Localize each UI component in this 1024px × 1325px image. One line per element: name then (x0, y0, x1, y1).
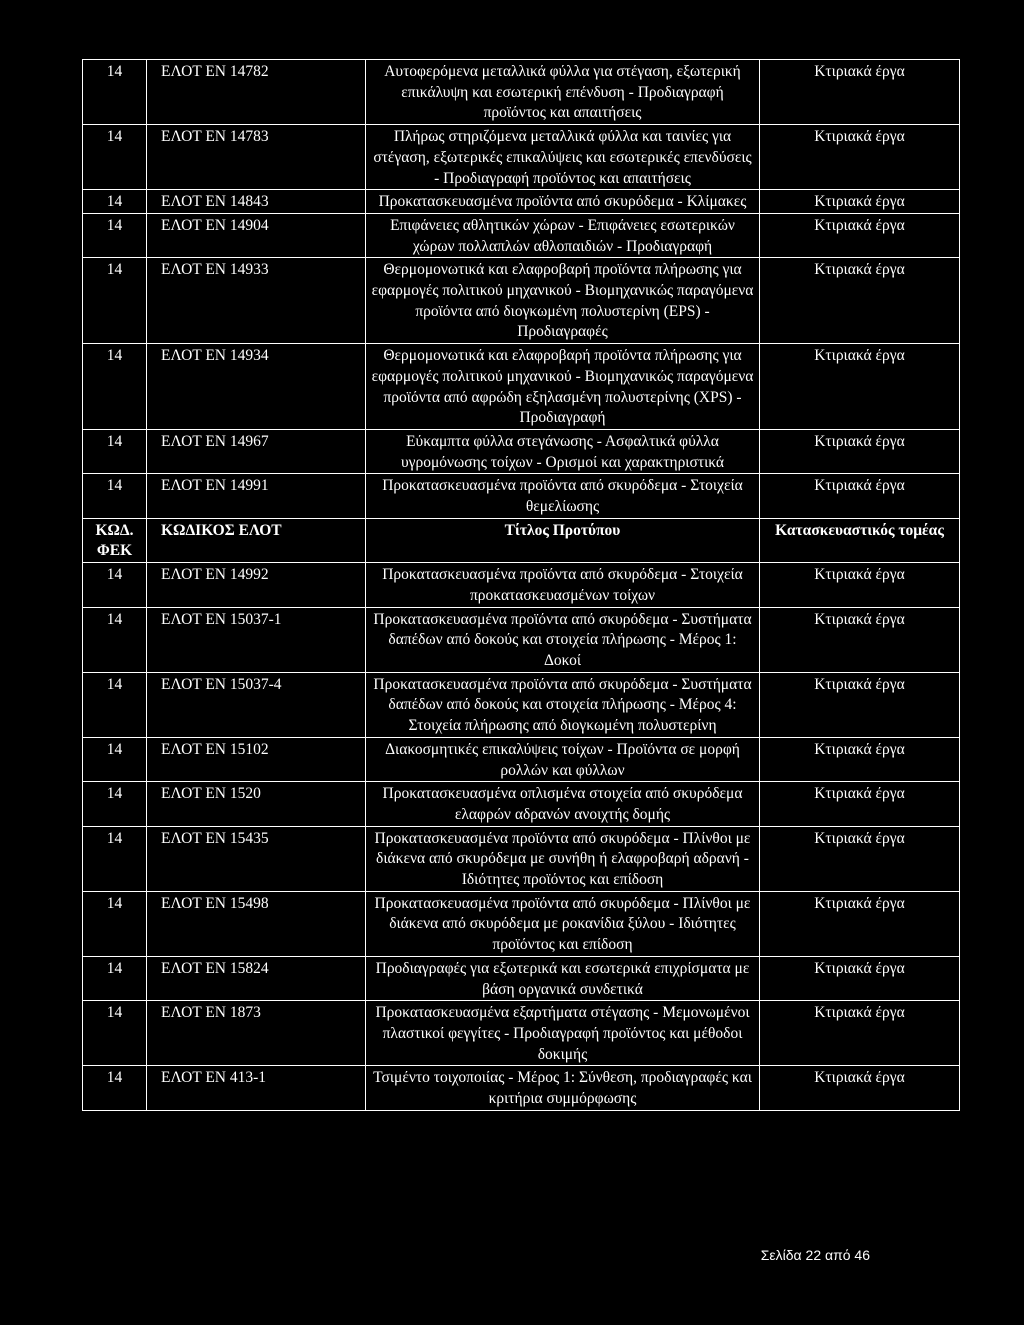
cell-code: ΕΛΟΤ ΕΝ 15824 (147, 956, 366, 1000)
cell-fek: 14 (83, 125, 147, 190)
cell-fek: 14 (83, 190, 147, 214)
cell-sector: Κτιριακά έργα (760, 607, 960, 672)
cell-fek: 14 (83, 429, 147, 473)
cell-code: ΕΛΟΤ ΕΝ 1873 (147, 1001, 366, 1066)
cell-code: ΕΛΟΤ ΕΝ 14967 (147, 429, 366, 473)
cell-code: ΕΛΟΤ ΕΝ 15037-4 (147, 672, 366, 737)
cell-sector: Κτιριακά έργα (760, 1066, 960, 1110)
table-row (83, 190, 960, 214)
cell-title: Επιφάνειες αθλητικών χώρων - Επιφάνειες εσωτερικών χώρων πολλαπλών αθλοπαιδιών - Προδιαγραφή (366, 213, 760, 257)
cell-title: Πλήρως στηριζόμενα μεταλλικά φύλλα και ταινίες για στέγαση, εξωτερικές επικαλύψεις και εσωτερικές επενδύσεις - Προδιαγραφή προϊόντος και απαιτήσεις (366, 125, 760, 190)
cell-title: Προδιαγραφές για εξωτερικά και εσωτερικά επιχρίσματα με βάση οργανικά συνδετικά (366, 956, 760, 1000)
cell-fek: 14 (83, 607, 147, 672)
cell-code: ΕΛΟΤ ΕΝ 14933 (147, 258, 366, 344)
cell-sector: Κτιριακά έργα (760, 672, 960, 737)
cell-fek: 14 (83, 737, 147, 781)
cell-title: Προκατασκευασμένα εξαρτήματα στέγασης - Μεμονωμένοι πλαστικοί φεγγίτες - Προδιαγραφή προϊόντος και μέθοδοι δοκιμής (366, 1001, 760, 1066)
table-row (83, 737, 960, 781)
cell-sector: Κτιριακά έργα (760, 782, 960, 826)
table-row (83, 891, 960, 956)
cell-code: ΕΛΟΤ ΕΝ 15435 (147, 826, 366, 891)
table-row (83, 125, 960, 190)
table-row (83, 563, 960, 607)
header-sector: Κατασκευαστικός τομέας (760, 518, 960, 562)
cell-title: Προκατασκευασμένα προϊόντα από σκυρόδεμα - Κλίμακες (366, 190, 760, 214)
cell-title: Προκατασκευασμένα προϊόντα από σκυρόδεμα - Στοιχεία θεμελίωσης (366, 474, 760, 518)
table-row (83, 782, 960, 826)
cell-sector: Κτιριακά έργα (760, 956, 960, 1000)
cell-title: Προκατασκευασμένα προϊόντα από σκυρόδεμα - Συστήματα δαπέδων από δοκούς και στοιχεία πλήρωσης - Μέρος 4: Στοιχεία πλήρωσης από διογκωμένη πολυστερίνη (366, 672, 760, 737)
table-row (83, 429, 960, 473)
page-number: Σελίδα 22 από 46 (760, 1247, 870, 1263)
cell-fek: 14 (83, 782, 147, 826)
cell-title: Προκατασκευασμένα προϊόντα από σκυρόδεμα - Πλίνθοι με διάκενα από σκυρόδεμα με συνήθη ή ελαφροβαρή αδρανή - Ιδιότητες προϊόντος και επίδοση (366, 826, 760, 891)
table-row (83, 826, 960, 891)
table-row (83, 344, 960, 430)
cell-fek: 14 (83, 956, 147, 1000)
cell-sector: Κτιριακά έργα (760, 1001, 960, 1066)
cell-fek: 14 (83, 563, 147, 607)
cell-title: Θερμομονωτικά και ελαφροβαρή προϊόντα πλήρωσης για εφαρμογές πολιτικού μηχανικού - Βιομηχανικώς παραγόμενα προϊόντα από αφρώδη εξηλασμένη πολυστερίνης (XPS) - Προδιαγραφή (366, 344, 760, 430)
cell-title: Διακοσμητικές επικαλύψεις τοίχων - Προϊόντα σε μορφή ρολλών και φύλλων (366, 737, 760, 781)
cell-code: ΕΛΟΤ ΕΝ 15102 (147, 737, 366, 781)
cell-title: Εύκαμπτα φύλλα στεγάνωσης - Ασφαλτικά φύλλα υγρομόνωσης τοίχων - Ορισμοί και χαρακτηριστικά (366, 429, 760, 473)
cell-sector: Κτιριακά έργα (760, 258, 960, 344)
cell-code: ΕΛΟΤ ΕΝ 14991 (147, 474, 366, 518)
cell-fek: 14 (83, 213, 147, 257)
cell-code: ΕΛΟΤ ΕΝ 15498 (147, 891, 366, 956)
cell-code: ΕΛΟΤ ΕΝ 14904 (147, 213, 366, 257)
cell-code: ΕΛΟΤ ΕΝ 413-1 (147, 1066, 366, 1110)
cell-sector: Κτιριακά έργα (760, 737, 960, 781)
cell-code: ΕΛΟΤ ΕΝ 14783 (147, 125, 366, 190)
cell-title: Προκατασκευασμένα προϊόντα από σκυρόδεμα - Πλίνθοι με διάκενα από σκυρόδεμα με ροκανίδια ξύλου - Ιδιότητες προϊόντος και επίδοση (366, 891, 760, 956)
cell-fek: 14 (83, 474, 147, 518)
standards-table-body-top (83, 60, 960, 519)
cell-code: ΕΛΟΤ ΕΝ 14843 (147, 190, 366, 214)
header-code: ΚΩΔΙΚΟΣ ΕΛΟΤ (147, 518, 366, 562)
cell-sector: Κτιριακά έργα (760, 60, 960, 125)
cell-sector: Κτιριακά έργα (760, 826, 960, 891)
header-title: Τίτλος Προτύπου (366, 518, 760, 562)
cell-title: Προκατασκευασμένα προϊόντα από σκυρόδεμα - Στοιχεία προκατασκευασμένων τοίχων (366, 563, 760, 607)
cell-code: ΕΛΟΤ ΕΝ 14992 (147, 563, 366, 607)
table-row (83, 213, 960, 257)
cell-fek: 14 (83, 672, 147, 737)
table-row (83, 956, 960, 1000)
table-row (83, 1001, 960, 1066)
header-fek: ΚΩΔ. ΦΕΚ (83, 518, 147, 562)
table-row (83, 258, 960, 344)
table-row (83, 607, 960, 672)
cell-title: Τσιμέντο τοιχοποιίας - Μέρος 1: Σύνθεση, προδιαγραφές και κριτήρια συμμόρφωσης (366, 1066, 760, 1110)
cell-fek: 14 (83, 1001, 147, 1066)
standards-table (82, 59, 960, 1111)
table-row (83, 60, 960, 125)
cell-code: ΕΛΟΤ ΕΝ 15037-1 (147, 607, 366, 672)
cell-fek: 14 (83, 258, 147, 344)
standards-table-body-bottom (83, 563, 960, 1111)
cell-fek: 14 (83, 1066, 147, 1110)
cell-sector: Κτιριακά έργα (760, 891, 960, 956)
table-row (83, 672, 960, 737)
cell-code: ΕΛΟΤ ΕΝ 1520 (147, 782, 366, 826)
standards-table-header (83, 518, 960, 562)
cell-title: Αυτοφερόμενα μεταλλικά φύλλα για στέγαση, εξωτερική επικάλυψη και εσωτερική επένδυση - Προδιαγραφή προϊόντος και απαιτήσεις (366, 60, 760, 125)
cell-sector: Κτιριακά έργα (760, 125, 960, 190)
cell-sector: Κτιριακά έργα (760, 429, 960, 473)
table-row (83, 1066, 960, 1110)
cell-sector: Κτιριακά έργα (760, 474, 960, 518)
cell-title: Προκατασκευασμένα προϊόντα από σκυρόδεμα - Συστήματα δαπέδων από δοκούς και στοιχεία πλήρωσης - Μέρος 1: Δοκοί (366, 607, 760, 672)
cell-sector: Κτιριακά έργα (760, 190, 960, 214)
cell-fek: 14 (83, 891, 147, 956)
cell-title: Προκατασκευασμένα οπλισμένα στοιχεία από σκυρόδεμα ελαφρών αδρανών ανοιχτής δομής (366, 782, 760, 826)
table-header-row (83, 518, 960, 562)
cell-fek: 14 (83, 344, 147, 430)
cell-title: Θερμομονωτικά και ελαφροβαρή προϊόντα πλήρωσης για εφαρμογές πολιτικού μηχανικού - Βιομηχανικώς παραγόμενα προϊόντα από διογκωμένη πολυστερίνη (EPS) - Προδιαγραφές (366, 258, 760, 344)
cell-fek: 14 (83, 60, 147, 125)
cell-sector: Κτιριακά έργα (760, 344, 960, 430)
cell-code: ΕΛΟΤ ΕΝ 14782 (147, 60, 366, 125)
cell-fek: 14 (83, 826, 147, 891)
cell-sector: Κτιριακά έργα (760, 563, 960, 607)
cell-sector: Κτιριακά έργα (760, 213, 960, 257)
cell-code: ΕΛΟΤ ΕΝ 14934 (147, 344, 366, 430)
table-row (83, 474, 960, 518)
